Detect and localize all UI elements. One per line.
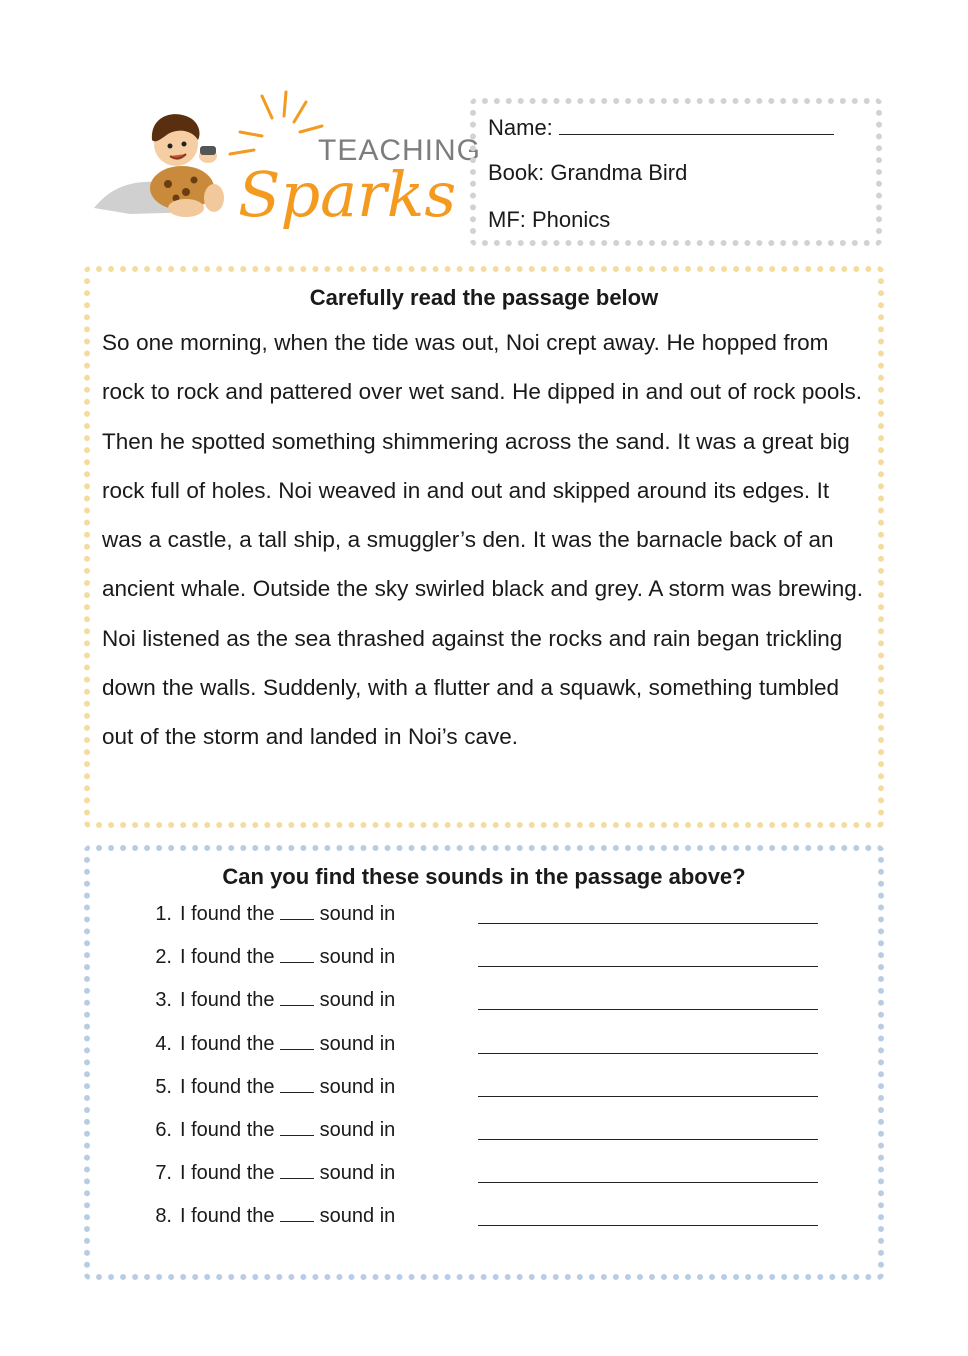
answer-line[interactable] <box>478 1139 818 1140</box>
question-prefix: I found the <box>180 1075 275 1098</box>
passage-text: So one morning, when the tide was out, Noi crept away. He hopped from rock to rock and pattered over wet sand. He dipped in and out of rock pools. Then he spotted something shimmering across the sand. It was a great big rock full of holes. Noi weaved in and out and skipped around its edges. It was a castle, a tall ship, a smuggler’s den. It was the barnacle back of an ancient whale. Outside the sky swirled black and grey. A storm was brewing. Noi listened as the sea thrashed against the rocks and rain began trickling down the walls. Suddenly, with a flutter and a squawk, something tumbled out of the storm and landed in Noi’s cave. <box>102 330 864 750</box>
question-item <box>102 899 866 942</box>
question-prefix: I found the <box>180 903 275 925</box>
student-info-box <box>470 98 882 246</box>
answer-line[interactable] <box>478 923 818 924</box>
question-prefix: I found the <box>180 1118 275 1141</box>
questions-list <box>102 899 866 1245</box>
sound-blank[interactable] <box>280 1117 314 1136</box>
question-suffix: sound in <box>319 946 396 969</box>
question-item <box>102 1115 866 1158</box>
question-text <box>180 985 395 1015</box>
question-number: 5. <box>155 1075 172 1098</box>
passage-box <box>84 266 884 828</box>
name-field[interactable] <box>559 114 834 135</box>
question-item <box>102 1029 866 1072</box>
sound-blank[interactable] <box>280 944 314 963</box>
sound-blank[interactable] <box>280 1031 314 1050</box>
question-suffix: sound in <box>319 1205 396 1228</box>
question-suffix: sound in <box>319 1162 396 1185</box>
sound-blank[interactable] <box>280 1203 314 1222</box>
question-text <box>180 1201 395 1231</box>
name-line <box>488 114 864 161</box>
mf-line: MF: Phonics <box>488 207 611 232</box>
question-number: 4. <box>155 1032 172 1055</box>
answer-line[interactable] <box>478 966 818 967</box>
question-item <box>102 1158 866 1201</box>
passage-title: Carefully read the passage below <box>309 285 659 310</box>
question-item <box>102 1201 866 1244</box>
caveboy-logo-icon <box>90 88 482 233</box>
questions-box <box>84 845 884 1280</box>
question-prefix: I found the <box>180 1162 275 1185</box>
answer-line[interactable] <box>478 1009 818 1010</box>
question-prefix: I found the <box>180 989 275 1012</box>
answer-line[interactable] <box>478 1182 818 1183</box>
logo-brand-top: TEACHING <box>318 134 482 167</box>
sound-blank[interactable] <box>280 901 314 920</box>
question-number: 2. <box>155 946 172 969</box>
question-text <box>180 1158 395 1188</box>
sound-blank[interactable] <box>280 987 314 1006</box>
question-suffix: sound in <box>319 903 396 925</box>
question-text <box>180 1115 395 1145</box>
question-item <box>102 985 866 1028</box>
question-text <box>180 899 395 929</box>
sound-blank[interactable] <box>280 1160 314 1179</box>
answer-line[interactable] <box>478 1225 818 1226</box>
question-suffix: sound in <box>319 1118 396 1141</box>
question-prefix: I found the <box>180 1032 275 1055</box>
question-suffix: sound in <box>319 1075 396 1098</box>
question-number: 7. <box>155 1162 172 1185</box>
question-prefix: I found the <box>180 1205 275 1228</box>
question-suffix: sound in <box>319 1032 396 1055</box>
teaching-sparks-logo <box>90 88 482 233</box>
answer-line[interactable] <box>478 1053 818 1054</box>
question-number: 1. <box>155 903 172 925</box>
question-prefix: I found the <box>180 946 275 969</box>
question-text <box>180 1072 395 1102</box>
sound-blank[interactable] <box>280 1074 314 1093</box>
book-line: Book: Grandma Bird <box>488 160 688 185</box>
question-text <box>180 942 395 972</box>
answer-line[interactable] <box>478 1096 818 1097</box>
question-number: 3. <box>155 989 172 1012</box>
question-text <box>180 1029 395 1059</box>
question-number: 6. <box>155 1118 172 1141</box>
question-number: 8. <box>155 1205 172 1228</box>
name-label: Name: <box>488 115 553 140</box>
questions-title: Can you find these sounds in the passage above? <box>222 864 746 889</box>
question-suffix: sound in <box>319 989 396 1012</box>
question-item <box>102 942 866 985</box>
question-item <box>102 1072 866 1115</box>
logo-brand-bottom: Sparks <box>238 158 457 231</box>
